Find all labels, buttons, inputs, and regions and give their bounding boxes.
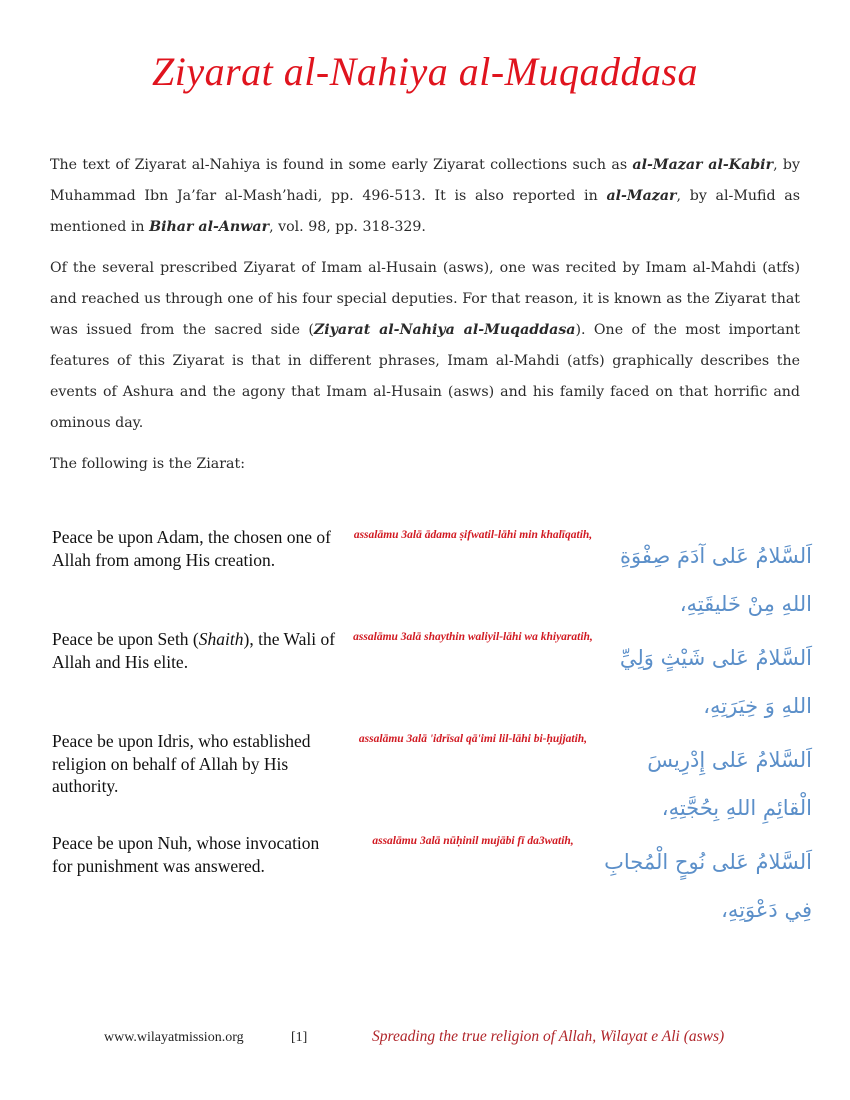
intro-section [50,150,800,490]
footer-website-link[interactable]: www.wilayatmission.org [104,1030,244,1045]
english-text [52,628,344,673]
transliteration-text: assalāmu 3alā ādama ṣifwatil-lāhi min khalīqatih, [353,529,593,541]
english-text: Peace be upon Adam, the chosen one of Allah from among His creation. [52,527,331,570]
intro-text: , by al-Mufid as mentioned in [50,188,801,235]
intro-text: , by Muhammad Ibn Ja’far al-Mash’hadi, pp. 496-513. It is also reported in [50,157,800,204]
english-text: Peace be upon Nuh, whose invocation for punishment was answered. [52,833,320,876]
footer-slogan: Spreading the true religion of Allah, Wilayat e Ali (asws) [372,1028,725,1045]
book-title: al-Mazar al-Kabir [632,157,774,173]
page-number: [1] [291,1030,308,1045]
arabic-text: اَلسَّلامُ عَلى شَيْثٍ وَلِيِّ اللهِ وَ خِيَرَتِهِ، [619,646,812,718]
ziyarat-row [52,526,812,628]
arabic-text: اَلسَّلامُ عَلى آدَمَ صِفْوَةِ اللهِ مِنْ خَليقَتِهِ، [619,544,812,616]
intro-text: Of the several prescribed Ziyarat of Imam al-Husain (asws), one was recited by Imam al-Mahdi (atfs) and reached us through one of his four special deputies. For that reason, it is known as the Ziyarat that was issued from the sacred side ( [50,260,800,338]
book-title: al-Mazar [606,188,677,204]
english-text-part: ), the Wali of Allah and His elite. [52,629,336,672]
transliteration-text: assalāmu 3alā 'idrīsal qā'imi lil-lāhi bi-ḥujjatih, [358,733,588,745]
transliteration-text: assalāmu 3alā shaythin waliyil-lāhi wa khiyaratih, [353,631,593,643]
ziyarat-row [52,832,812,934]
intro-paragraph-2 [50,253,800,439]
intro-text: The text of Ziyarat al-Nahiya is found in some early Ziyarat collections such as [50,157,633,173]
intro-paragraph-1 [50,150,800,243]
english-text-part: Peace be upon Seth ( [52,629,199,649]
page-title: Ziyarat al-Nahiya al-Muqaddasa [151,49,699,94]
arabic-text: اَلسَّلامُ عَلى إِدْرِيسَ الْقائِمِ اللهِ بِحُجَّتِهِ، [647,748,812,820]
ziyarat-table [52,526,812,934]
intro-text: ). One of the most important features of this Ziyarat is that in different phrases, Imam al-Mahdi (atfs) graphically describes the events of Ashura and the agony that Imam al-Husain (asws) and his family faced on that horrific and ominous day. [50,322,800,431]
english-emphasis: Shaith [198,629,244,649]
ziyarat-row [52,628,812,730]
arabic-text: اَلسَّلامُ عَلى نُوحٍ الْمُجابِ فِي دَعْوَتِهِ، [604,850,812,922]
book-title: Bihar al-Anwar [149,219,270,235]
intro-paragraph-3: The following is the Ziarat: [50,456,245,472]
ziyarat-row [52,730,812,832]
intro-text: , vol. 98, pp. 318-329. [269,219,426,235]
ziyarat-name: Ziyarat al-Nahiya al-Muqaddasa [313,322,576,338]
english-text: Peace be upon Idris, who established religion on behalf of Allah by His authority. [52,731,311,796]
transliteration-text: assalāmu 3alā nūḥinil mujābi fī da3watih, [372,835,574,847]
